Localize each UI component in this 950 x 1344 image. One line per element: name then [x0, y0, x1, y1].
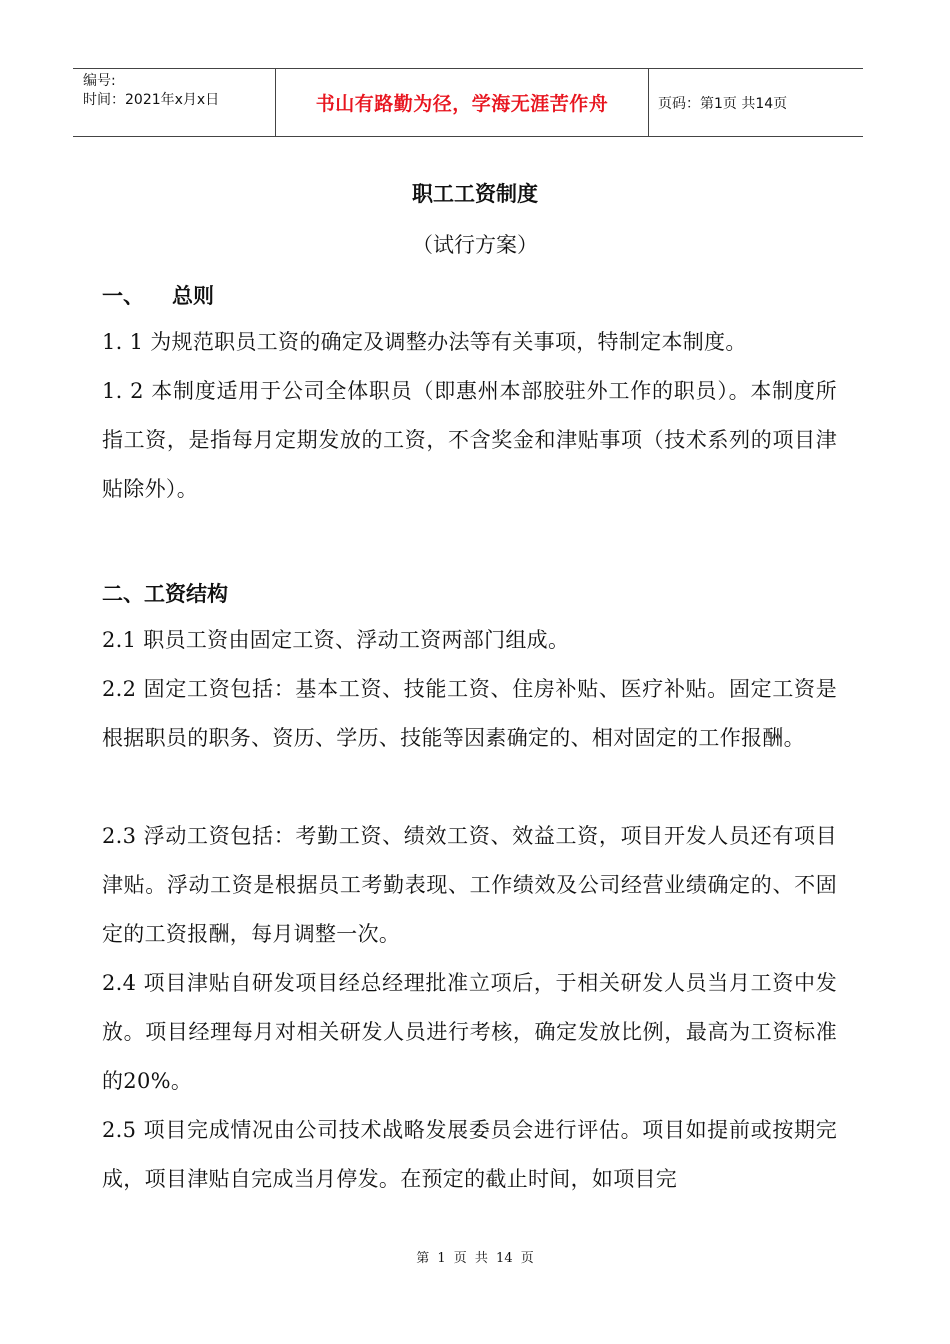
paragraph-1-1: 1. 1 为规范职员工资的确定及调整办法等有关事项，特制定本制度。: [102, 330, 747, 354]
document-subtitle: （试行方案）: [412, 233, 538, 257]
paragraph-1-2: 1. 2 本制度适用于公司全体职员（即惠州本部胶驻外工作的职员）。本制度所指工资，是指每月定期发放的工资，不含奖金和津贴事项（技术系列的项目津贴除外）。: [102, 379, 837, 501]
section-heading-2: 二、工资结构: [102, 582, 228, 606]
paragraph-2-4: 2.4 项目津贴自研发项目经总经理批准立项后，于相关研发人员当月工资中发放。项目经理每月对相关研发人员进行考核，确定发放比例，最高为工资标准的20%。: [102, 971, 837, 1093]
section-heading-1: [102, 280, 214, 310]
header-info-cell: [73, 69, 275, 136]
time-label: 时间：2021年x月x日: [83, 92, 220, 108]
paragraph-2-5: 2.5 项目完成情况由公司技术战略发展委员会进行评估。项目如提前或按期完成，项目津贴自完成当月停发。在预定的截止时间，如项目完: [102, 1118, 837, 1191]
header-page-cell: [649, 69, 863, 136]
page-info: 页码：第1页 共14页: [658, 95, 788, 112]
motto-text: 书山有路勤为径，学海无涯苦作舟: [315, 93, 609, 115]
section-title: 总则: [172, 284, 214, 308]
section-number: 一、: [102, 284, 144, 308]
paragraph-2-1: 2.1 职员工资由固定工资、浮动工资两部门组成。: [102, 628, 570, 652]
page-footer: 第 1 页 共 14 页: [416, 1251, 534, 1266]
header-motto-cell: [275, 69, 649, 136]
paragraph-2-3: 2.3 浮动工资包括：考勤工资、绩效工资、效益工资，项目开发人员还有项目津贴。浮动工资是根据员工考勤表现、工作绩效及公司经营业绩确定的、不固定的工资报酬，每月调整一次。: [102, 824, 837, 946]
number-label: 编号:: [83, 73, 116, 89]
paragraph-2-2: 2.2 固定工资包括：基本工资、技能工资、住房补贴、医疗补贴。固定工资是根据职员的职务、资历、学历、技能等因素确定的、相对固定的工作报酬。: [102, 677, 837, 750]
header-table: [73, 68, 863, 137]
document-title: 职工工资制度: [412, 182, 538, 206]
